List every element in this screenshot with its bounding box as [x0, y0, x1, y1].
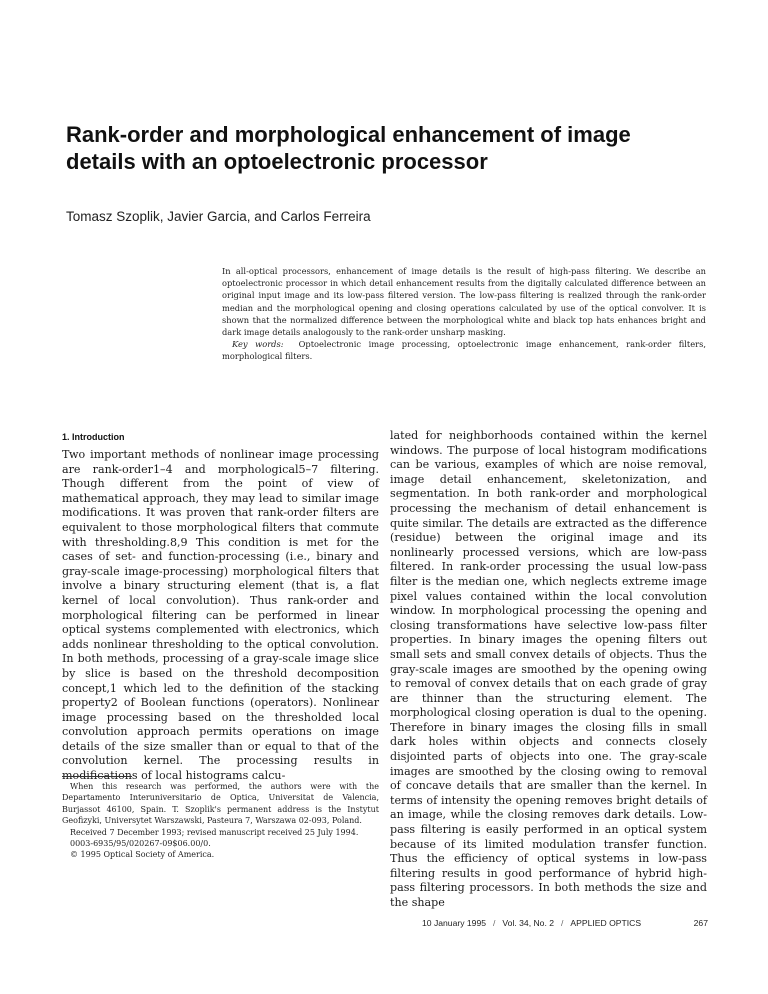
footer-journal: APPLIED OPTICS [570, 918, 642, 928]
footnote-code: 0003-6935/95/020267-09$06.00/0. [70, 839, 211, 849]
footnote-affiliation: When this research was performed, the authors were with the Departamento Interuniversitario de Optica, Universitat de Valencia, Burjassot 46100, Spain. T. Szoplik's permanent address is the Instytut Geofizyki, Universytet Warszawski, Pasteura 7, Warszawa 02-093, Poland. [62, 782, 379, 826]
footer-separator: / [561, 918, 564, 928]
right-column [390, 429, 707, 911]
footer-separator: / [493, 918, 496, 928]
keywords-text: Optoelectronic image processing, optoelectronic image enhancement, rank-order filters, morphological filters. [222, 339, 707, 362]
keywords [222, 338, 706, 362]
left-column [62, 431, 379, 784]
footnotes [62, 781, 379, 861]
running-footer [422, 918, 708, 928]
section-heading: 1. Introduction [62, 432, 125, 442]
paper-title: Rank-order and morphological enhancement of image details with an optoelectronic processor [66, 122, 631, 174]
author-list: Tomasz Szoplik, Javier Garcia, and Carlos Ferreira [66, 209, 371, 224]
footer-date: 10 January 1995 [422, 918, 487, 928]
page-number: 267 [693, 918, 708, 928]
footnote-rule [62, 776, 132, 777]
abstract [222, 265, 706, 363]
footnote-received: Received 7 December 1993; revised manuscript received 25 July 1994. [70, 827, 359, 837]
body-paragraph-right: lated for neighborhoods contained within the kernel windows. The purpose of local histogram modifications can be various, examples of which are noise removal, image detail enhancement, skeletonization, and segmentation. In both rank-order and morphological processing the mechanism of detail enhancement is quite similar. The details are extracted as the difference (residue) between the original image and its nonlinearly processed versions, which are low-pass filtered. In rank-order processing the usual low-pass filter is the median one, which neglects extreme image pixel values contained within the local convolution window. In morphological processing the opening and closing transformations have selective low-pass filter properties. In binary images the opening filters out small sets and small convex details of objects. Thus the gray-scale images are smoothed by the opening owing to removal of convex details that on each grade of gray are thinner than the structuring element. The morphological closing operation is dual to the opening. Therefore in binary images the closing fills in small dark holes within objects and connects closely disjointed parts of objects into one. The gray-scale images are smoothed by the closing owing to removal of concave details that are smaller than the kernel. In terms of intensity the opening removes bright details of an image, while the closing removes dark details. Low-pass filtering is easily performed in an optical system because of its limited modulation transfer function. Thus the efficiency of optical systems in low-pass filtering results in good performance of hybrid high-pass filtering processors. In both methods the size and the shape [390, 429, 707, 909]
keywords-label: Key words: [232, 339, 284, 350]
abstract-text: In all-optical processors, enhancement of image details is the result of high-pass filtering. We describe an optoelectronic processor in which detail enhancement results from the digitally calculated difference between an original input image and its low-pass filtered version. The low-pass filtering is realized through the rank-order median and the morphological opening and closing operations calculated by use of the optical convolver. It is shown that the normalized difference between the morphological white and black top hats enhances bright and dark image details analogously to the rank-order unsharp masking. [222, 266, 706, 338]
footnote-copyright: © 1995 Optical Society of America. [70, 850, 215, 860]
footer-volume: Vol. 34, No. 2 [502, 918, 555, 928]
body-paragraph-left: Two important methods of nonlinear image processing are rank-order1–4 and morphological5–7 filtering. Though different from the point of view of mathematical approach, they may lead to similar image modifications. It was proven that rank-order filters are equivalent to those morphological filters that commute with thresholding.8,9 This condition is met for the cases of set- and function-processing (i.e., binary and gray-scale image-processing) morphological filters that involve a binary structuring element (that is, a flat kernel of local convolution). Thus rank-order and morphological filtering can be performed in linear optical systems complemented with electronics, which adds nonlinear thresholding to the optical convolution. In both methods, processing of a gray-scale image slice by slice is based on the threshold decomposition concept,1 which led to the definition of the stacking property2 of Boolean functions (operators). Nonlinear image processing based on the thresholded local convolution approach permits operations on image details of the size smaller than or equal to that of the convolution kernel. The processing results in modifications of local histograms calcu- [62, 448, 379, 783]
